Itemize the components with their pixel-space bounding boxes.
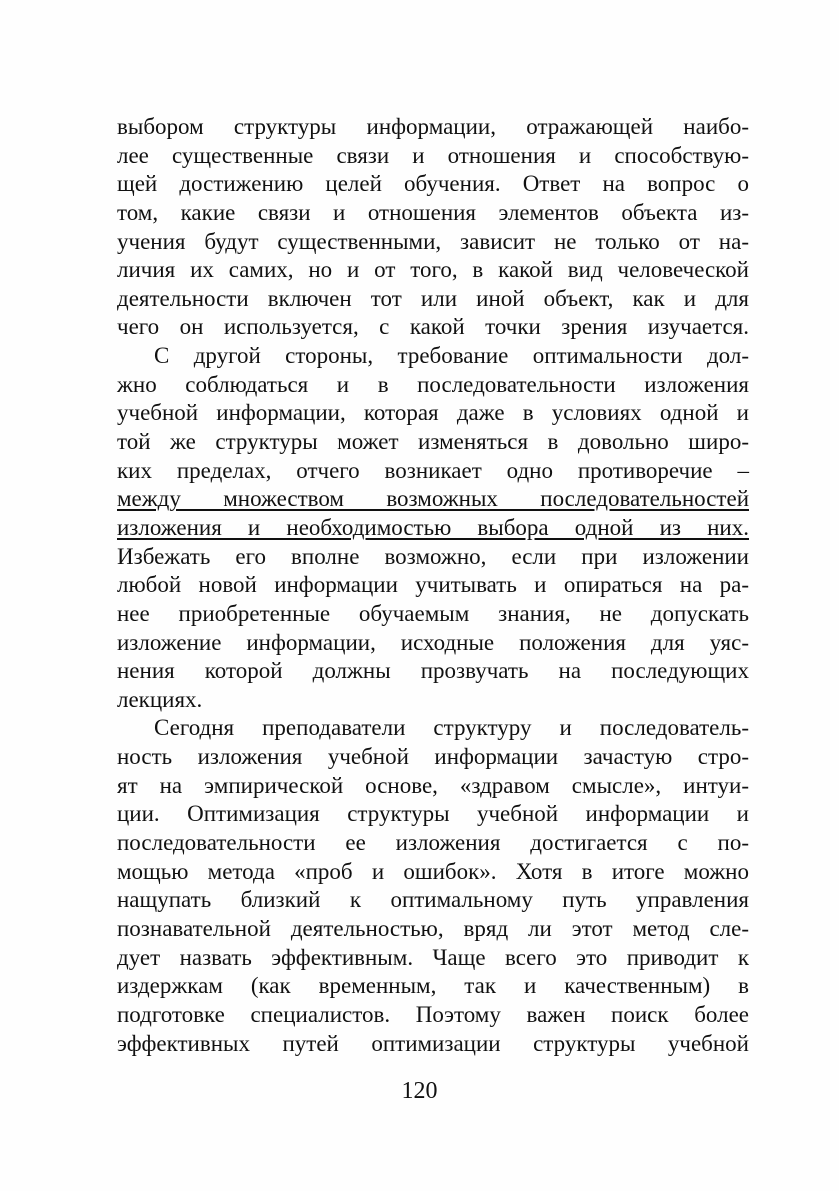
underlined-text-line: изложения и необходимостью выбора одной из них.	[117, 514, 749, 540]
text-line: любой новой информации учитывать и опираться на ра-	[117, 572, 749, 598]
text-line: той же структуры может изменяться в довольно широ-	[117, 429, 749, 455]
text-line: познавательной деятельностью, вряд ли этот метод сле-	[117, 915, 749, 941]
text-line: щей достижению целей обучения. Ответ на вопрос о	[117, 171, 749, 197]
text-line: лекциях.	[117, 686, 203, 712]
text-line: Избежать его вполне возможно, если при изложении	[117, 543, 749, 569]
text-line: ции. Оптимизация структуры учебной информации и	[117, 801, 749, 827]
text-line: ких пределах, отчего возникает одно противоречие –	[117, 457, 749, 483]
text-line: дует назвать эффективным. Чаще всего это приводит к	[117, 944, 749, 970]
text-line: том, какие связи и отношения элементов объекта из-	[117, 199, 749, 225]
text-line: выбором структуры информации, отражающей наибо-	[117, 114, 749, 139]
text-line: последовательности ее изложения достигается с по-	[117, 830, 749, 856]
text-line: чего он используется, с какой точки зрения изучается.	[117, 314, 749, 340]
text-line: учебной информации, которая даже в условиях одной и	[117, 400, 749, 426]
text-line: ят на эмпирической основе, «здравом смысле», интуи-	[117, 772, 749, 798]
body-text	[117, 113, 749, 1058]
text-line: жно соблюдаться и в последовательности изложения	[117, 371, 749, 397]
text-line: нее приобретенные обучаемым знания, не допускать	[117, 600, 749, 626]
text-line: мощью метода «проб и ошибок». Хотя в итоге можно	[117, 858, 749, 884]
text-line: изложение информации, исходные положения для уяс-	[117, 629, 749, 655]
text-line: Сегодня преподаватели структуру и последователь-	[154, 715, 749, 741]
text-line: подготовке специалистов. Поэтому важен поиск более	[117, 1001, 749, 1027]
text-line: нащупать близкий к оптимальному путь управления	[117, 887, 749, 913]
text-line: лее существенные связи и отношения и способствую-	[117, 142, 749, 168]
text-line: учения будут существенными, зависит не только от на-	[117, 228, 749, 254]
text-line: издержкам (как временным, так и качественным) в	[117, 973, 749, 999]
text-line: личия их самих, но и от того, в какой вид человеческой	[117, 257, 749, 283]
text-line: деятельности включен тот или иной объект, как и для	[117, 285, 749, 311]
text-line: С другой стороны, требование оптимальности дол-	[154, 343, 749, 369]
page-number: 120	[401, 1078, 438, 1104]
text-line: ность изложения учебной информации зачастую стро-	[117, 744, 749, 770]
text-line: нения которой должны прозвучать на последующих	[117, 658, 749, 684]
underlined-text-line: между множеством возможных последовательностей	[117, 486, 749, 512]
text-line: эффективных путей оптимизации структуры учебной	[117, 1030, 749, 1056]
